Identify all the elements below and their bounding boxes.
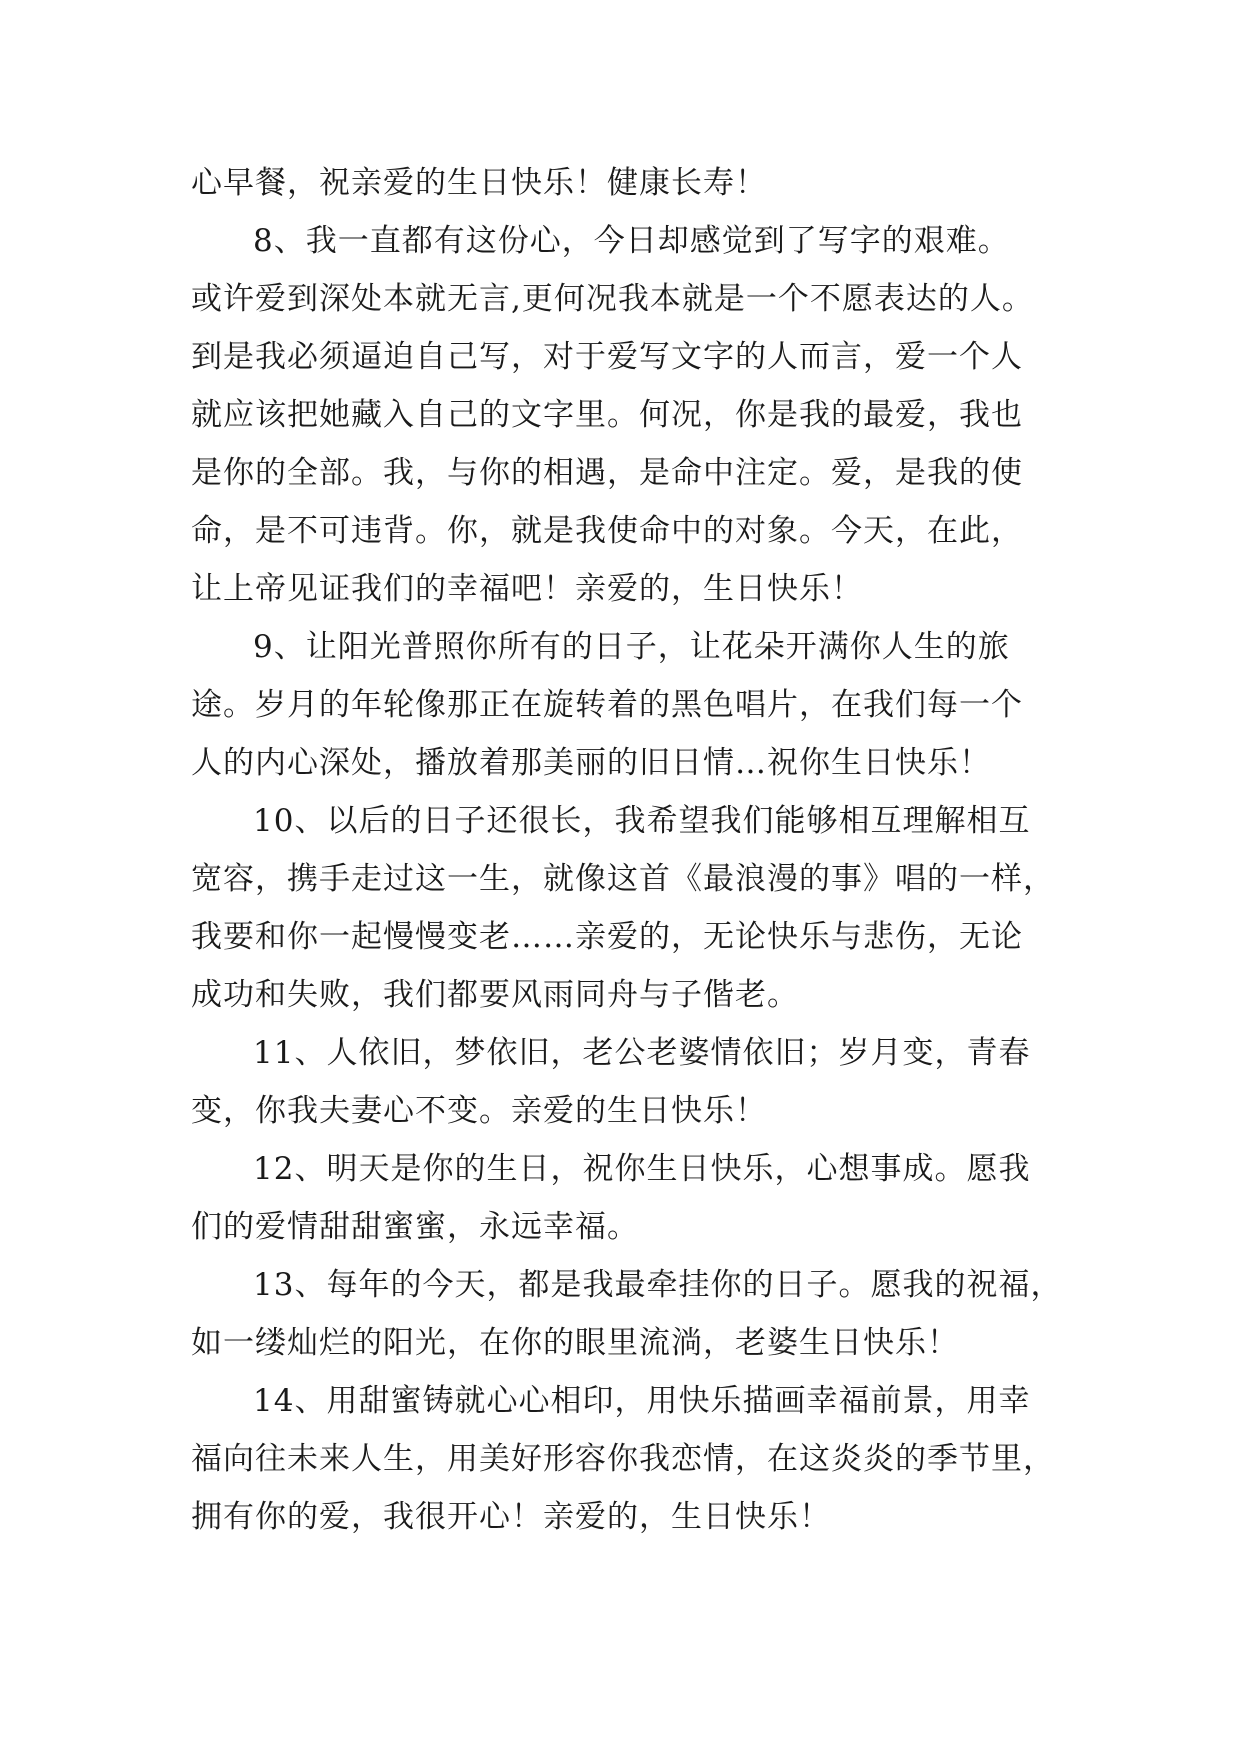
text-line: 们的爱情甜甜蜜蜜，永远幸福。 (191, 1209, 639, 1245)
text-line: 到是我必须逼迫自己写，对于爱写文字的人而言，爱一个人 (191, 339, 1023, 375)
text-line: 9、让阳光普照你所有的日子，让花朵开满你人生的旅 (253, 629, 1010, 665)
text-line: 12、明天是你的生日，祝你生日快乐，心想事成。愿我 (253, 1151, 1031, 1187)
text-line: 或许爱到深处本就无言,更何况我本就是一个不愿表达的人。 (191, 281, 1034, 317)
text-line: 就应该把她藏入自己的文字里。何况，你是我的最爱，我也 (191, 397, 1023, 433)
text-line: 福向往未来人生，用美好形容你我恋情，在这炎炎的季节里， (191, 1441, 1055, 1477)
text-line: 14、用甜蜜铸就心心相印，用快乐描画幸福前景，用幸 (253, 1383, 1031, 1419)
text-line: 如一缕灿烂的阳光，在你的眼里流淌，老婆生日快乐！ (191, 1325, 959, 1361)
text-line: 拥有你的爱，我很开心！亲爱的，生日快乐！ (191, 1499, 831, 1535)
text-line: 变，你我夫妻心不变。亲爱的生日快乐！ (191, 1093, 767, 1129)
paragraph-9 (191, 618, 1091, 792)
paragraph-8 (191, 212, 1091, 618)
paragraph-13 (191, 1256, 1091, 1372)
paragraph-continued (191, 154, 1091, 212)
text-line: 11、人依旧，梦依旧，老公老婆情依旧；岁月变，青春 (253, 1035, 1031, 1071)
text-line: 心早餐，祝亲爱的生日快乐！健康长寿！ (191, 165, 767, 201)
text-line: 让上帝见证我们的幸福吧！亲爱的，生日快乐！ (191, 571, 863, 607)
text-line: 8、我一直都有这份心，今日却感觉到了写字的艰难。 (253, 223, 1010, 259)
paragraph-14 (191, 1372, 1091, 1546)
text-line: 10、以后的日子还很长，我希望我们能够相互理解相互 (253, 803, 1031, 839)
text-line: 命，是不可违背。你，就是我使命中的对象。今天，在此， (191, 513, 1023, 549)
text-line: 是你的全部。我，与你的相遇，是命中注定。爱，是我的使 (191, 455, 1023, 491)
paragraph-11 (191, 1024, 1091, 1140)
text-line: 成功和失败，我们都要风雨同舟与子偕老。 (191, 977, 799, 1013)
text-line: 途。岁月的年轮像那正在旋转着的黑色唱片，在我们每一个 (191, 687, 1023, 723)
text-line: 宽容，携手走过这一生，就像这首《最浪漫的事》唱的一样， (191, 861, 1055, 897)
text-line: 人的内心深处，播放着那美丽的旧日情…祝你生日快乐！ (191, 745, 991, 781)
text-line: 我要和你一起慢慢变老……亲爱的，无论快乐与悲伤，无论 (191, 919, 1023, 955)
text-line: 13、每年的今天，都是我最牵挂你的日子。愿我的祝福， (253, 1267, 1063, 1303)
body-text (191, 154, 1091, 1546)
paragraph-10 (191, 792, 1091, 1024)
paragraph-12 (191, 1140, 1091, 1256)
